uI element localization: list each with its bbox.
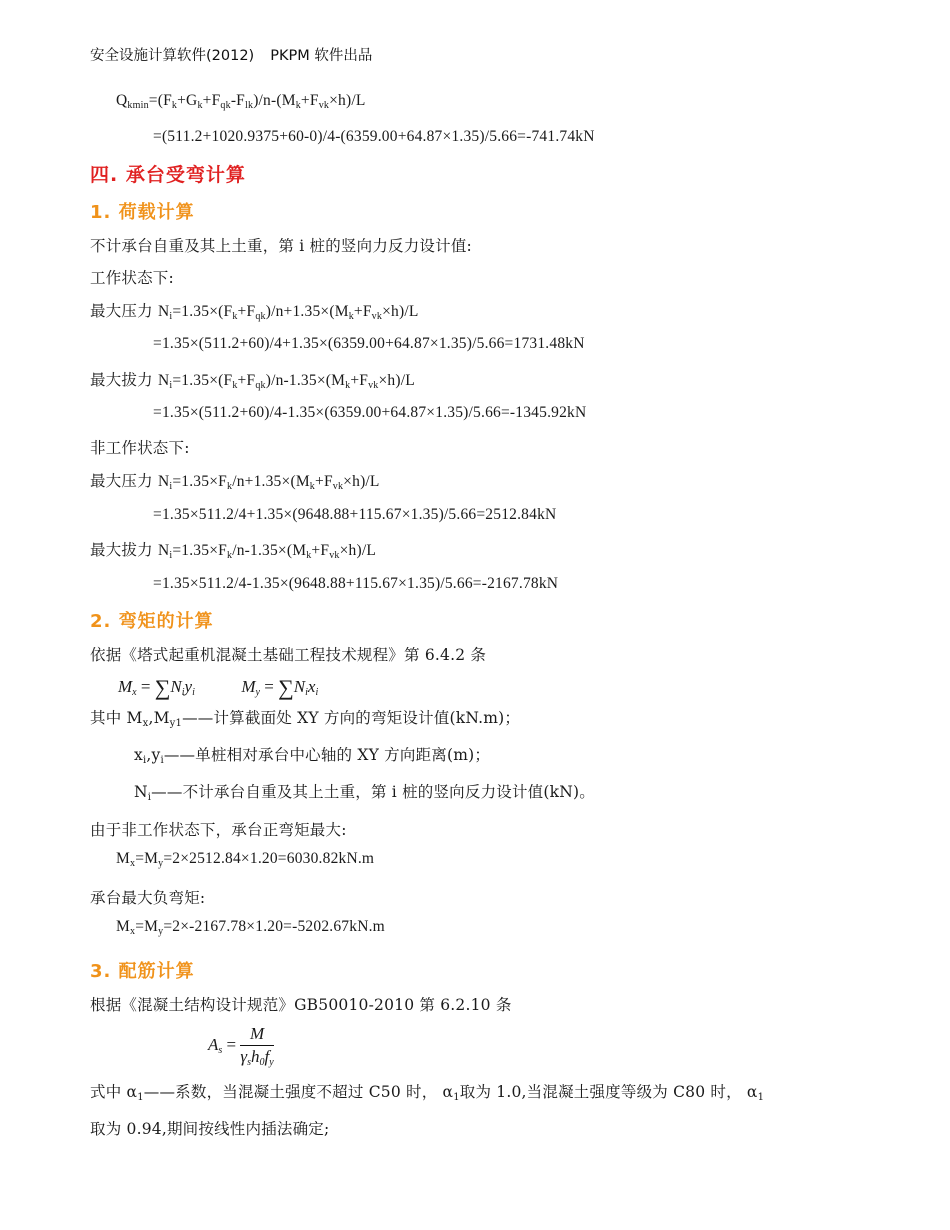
work-max-press-label: 最大压力 <box>90 302 153 320</box>
nonwork-max-pull-formula: $N_i=1.35\times F_k/n-1.35\times(M_k+F_{vk}\times h)/L$ <box>157 542 377 561</box>
reinforcement-formula: $A_s$ = $\frac{M}{\gamma_sh_0f_y}$ <box>208 1024 274 1068</box>
reinforcement-basis: 根据《混凝土结构设计规范》GB50010-2010 第 6.2.10 条 <box>90 996 512 1014</box>
qkmin-lhs-sub: kmin <box>127 100 149 111</box>
nonwork-state-label: 非工作状态下: <box>90 439 190 457</box>
work-max-press-formula: $N_i=1.35\times(F_k+F_{qk})/n+1.35\times(M_k+F_{vk}\times h)/L$ <box>157 303 419 322</box>
nonwork-max-pull-label: 最大拔力 <box>90 541 153 559</box>
work-max-pull-label: 最大拔力 <box>90 371 153 389</box>
qkmin-expr: $=(F_k+G_k+F_{qk}-F_{lk})/n-(M_k+F_{vk}\times h)/L$ <box>148 92 366 111</box>
subsection-reinforcement-title: 3. 配筋计算 <box>90 961 195 982</box>
work-max-pull-formula: $N_i=1.35\times(F_k+F_{qk})/n-1.35\times(M_k+F_{vk}\times h)/L$ <box>157 372 415 391</box>
moment-formula: $M_x = \sum N_iy_i$ $M_y = \sum N_ix_i$ <box>118 675 319 700</box>
section-4-title: 四. 承台受弯计算 <box>90 164 246 186</box>
moment-where-2: $x_i,y_i——$单桩相对承台中心轴的 XY 方向距离(m)； <box>134 746 491 766</box>
work-state-label: 工作状态下: <box>90 269 174 287</box>
nonwork-max-press-formula: $N_i=1.35\times F_k/n+1.35\times(M_k+F_{vk}\times h)/L$ <box>157 473 380 492</box>
moment-where-3: $N_i——$不计承台自重及其上土重，第 i 桩的竖向反力设计值(kN)。 <box>134 783 595 803</box>
work-max-press <box>90 299 419 322</box>
subsection-load-title: 1. 荷载计算 <box>90 202 195 223</box>
work-max-pull <box>90 368 415 391</box>
positive-moment-calc: $M_x=M_y=2\times 2512.84\times 1.20=6030.82kN.m$ <box>116 850 375 869</box>
nonwork-max-pull <box>90 538 376 561</box>
work-max-pull-calc: =1.35×(511.2+60)/4-1.35×(6359.00+64.87×1.35)/5.66=-1345.92kN <box>153 404 587 421</box>
moment-where-1: 其中 $M_x,M_{y1}——$计算截面处 XY 方向的弯矩设计值(kN.m)； <box>90 709 521 729</box>
alpha-note-line-2: 取为 0.94,期间按线性内插法确定; <box>90 1120 330 1138</box>
alpha-note-line-1: 式中 $\alpha_1——$系数，当混凝土强度不超过 C50 时， $\alpha_1$取为 1.0,当混凝土强度等级为 C80 时， $\alpha_1$ <box>90 1083 765 1103</box>
subsection-moment-title: 2. 弯矩的计算 <box>90 611 214 632</box>
page-header <box>90 44 372 65</box>
moment-basis: 依据《塔式起重机混凝土基础工程技术规程》第 6.4.2 条 <box>90 646 487 664</box>
nonwork-max-press-label: 最大压力 <box>90 472 153 490</box>
negative-moment-calc: $M_x=M_y=2\times-2167.78\times 1.20=-5202.67kN.m$ <box>116 918 385 937</box>
positive-moment-intro: 由于非工作状态下，承台正弯矩最大: <box>90 821 347 839</box>
nonwork-max-pull-calc: =1.35×511.2/4-1.35×(9648.88+115.67×1.35)/5.66=-2167.78kN <box>153 575 559 592</box>
software-title: 安全设施计算软件(2012) <box>90 48 255 64</box>
vendor-label: PKPM 软件出品 <box>270 48 373 64</box>
qkmin-formula <box>116 92 366 111</box>
negative-moment-intro: 承台最大负弯矩: <box>90 889 206 907</box>
nonwork-max-press-calc: =1.35×511.2/4+1.35×(9648.88+115.67×1.35)/5.66=2512.84kN <box>153 506 557 523</box>
work-max-press-calc: =1.35×(511.2+60)/4+1.35×(6359.00+64.87×1.35)/5.66=1731.48kN <box>153 335 585 352</box>
qkmin-calc: =(511.2+1020.9375+60-0)/4-(6359.00+64.87×1.35)/5.66=-741.74kN <box>153 128 595 145</box>
qkmin-lhs: Q <box>116 92 128 109</box>
nonwork-max-press <box>90 469 380 492</box>
load-intro: 不计承台自重及其上土重，第 i 桩的竖向力反力设计值: <box>90 237 472 255</box>
